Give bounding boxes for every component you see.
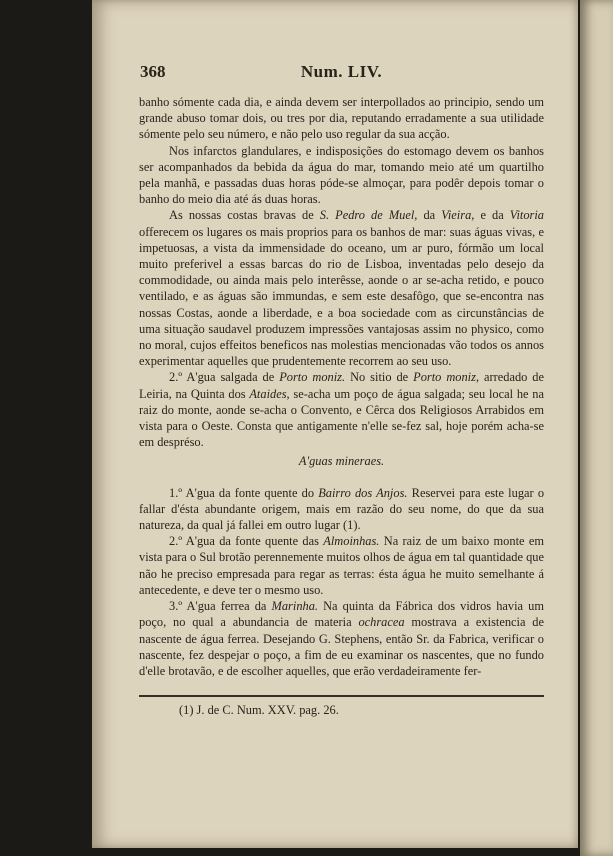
book-page — [92, 0, 578, 848]
place-name: Ataides — [249, 386, 287, 401]
running-title: Num. LIV. — [300, 62, 383, 81]
footnote: (1) J. de C. Num. XXV. pag. 26. — [179, 703, 339, 718]
paragraph-7: 3.º A'gua ferrea da Marinha. Na quinta da Fábrica dos vidros havia um poço, no qual a abundancia de materia ochracea mostrava a existencia de nascente de água ferrea. Desejando G. Stephens, então Sr. da Fabrica, verificar o nascente, fez despejar o poço, a fim de eu examinar os nascentes, que no fundo d'elle brotavão, e de escolher aquelles, que erão verdadeiramente fer- — [139, 599, 544, 678]
place-name: Porto moniz — [413, 370, 476, 385]
place-name: Porto moniz. — [279, 370, 346, 385]
section-title: A'guas mineraes. — [298, 454, 385, 469]
page-header — [139, 64, 544, 94]
place-name: Marinha. — [271, 599, 318, 614]
paragraph-2: Nos infarctos glandulares, e indisposições do estomago devem os banhos ser acompanhados da bebida da água do mar, tomando meio até um quartilho pela manhã, e passadas duas horas póde-se almoçar, para podêr depois tomar o banho do meio dia até ás duas horas. — [139, 143, 544, 207]
term: ochracea — [358, 615, 405, 630]
place-name: Almoinhas. — [323, 534, 380, 549]
paragraph-5: 1.º A'gua da fonte quente do Bairro dos Anjos. Reservei para este lugar o fallar d'ésta abundante origem, mais em razão do seu nome, do que da sua natureza, da qual já fallei em outro lugar (1). — [139, 485, 545, 533]
page-content — [139, 64, 544, 718]
footnote-divider — [139, 695, 544, 697]
page-number: 368 — [140, 62, 166, 81]
next-page-edge — [580, 0, 613, 856]
paragraph-1: banho sómente cada dia, e ainda devem ser interpollados ao principio, sendo um grande abuso tomar dois, ou tres por dia, reputando erradamente a sua utilidade sómente pelo seu número, e não pelo uso regular da sua acção. — [139, 95, 544, 142]
place-name: S. Pedro de Muel — [319, 208, 415, 223]
paragraph-6: 2.º A'gua da fonte quente das Almoinhas. Na raiz de um baixo monte em vista para o Sul brotão perennemente muitos olhos de água em tal quantidade que não he preciso empresada para regar as terras: ésta água he muito semelhante á antecedente, e deve ter o mesmo uso. — [139, 534, 544, 597]
place-name: Bairro dos Anjos. — [318, 485, 408, 500]
place-name: Vitoria — [509, 208, 544, 223]
place-name: Vieira — [441, 208, 472, 223]
paragraph-3: As nossas costas bravas de S. Pedro de Muel, da Vieira, e da Vitoria offerecem os lugares os mais proprios para os banhos de mar: suas águas vivas, e impetuosas, a vista da immensidade do oceano, um ar puro, fórmão um local muito preferivel a essas barcas do rio de Lisboa, inventadas pelo desejo da commodidade, ou ainda mais pelo interêsse, aonde o ar se-acha retido, e pouco ventilado, e as águas são immundas, e sem este desafôgo, que se-encontra nas nossas Costas, aonde a liberdade, e a boa sociedade com as circunstâncias de uma situação saudavel produzem impressões vantajosas assim no physico, como no moral, cujos effeitos beneficos nas molestias mencionadas vão todos os annos experimentar aquelles que prudentemente recorrem ao seu uso. — [139, 208, 544, 369]
paragraph-4: 2.º A'gua salgada de Porto moniz. No sitio de Porto moniz, arredado de Leiria, na Quinta dos Ataides, se-acha um poço de água salgada; seu local he na raiz do monte, aonde se-acha o Convento, e Cêrca dos Religiosos Arrabidos em vista para o Oeste. Consta que antigamente n'elle se-fez sal, hoje porém acha-se em despréso. — [139, 370, 544, 450]
